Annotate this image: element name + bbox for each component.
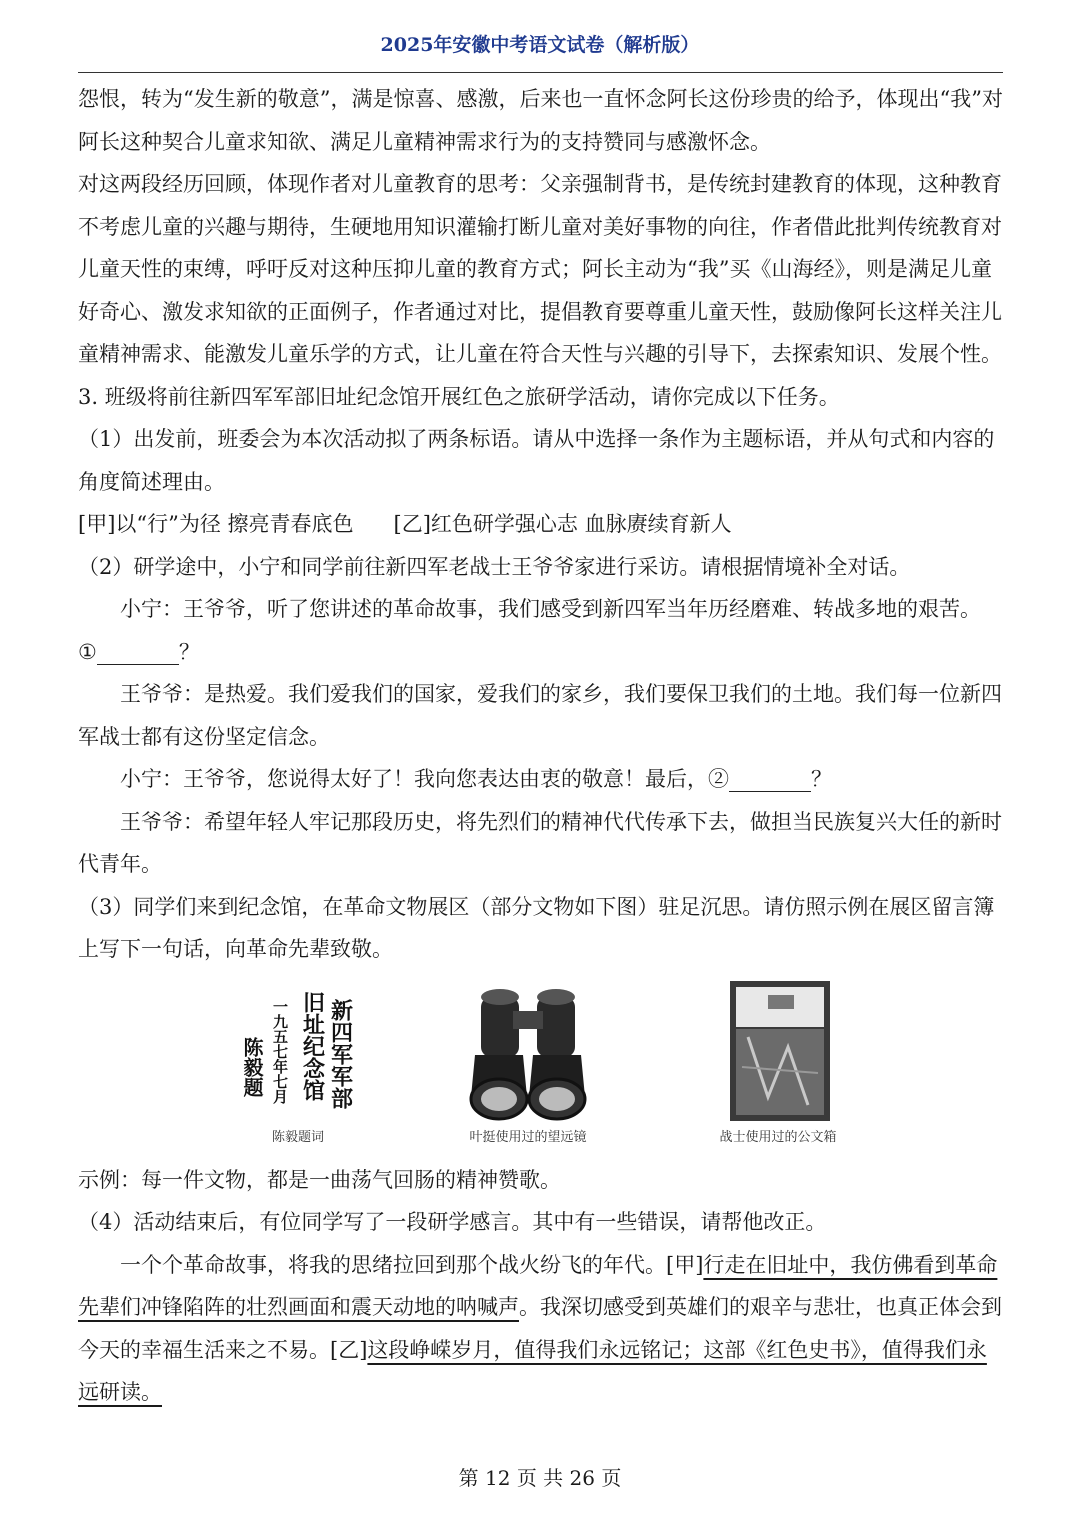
dialogue-line: 小宁：王爷爷，听了您讲述的革命故事，我们感受到新四军当年历经磨难、转战多地的艰苦。 bbox=[120, 597, 981, 621]
underlined-sentence-a: 行走在旧址中，我仿佛看到革命先辈们冲锋陷阵的壮烈画面和震天动地的呐喊声 bbox=[78, 1252, 998, 1319]
slogan-a: [甲]以“行”为径 擦亮青春底色 bbox=[78, 512, 354, 536]
answer-blank-1 bbox=[97, 640, 179, 665]
artifact-figures bbox=[78, 977, 1003, 1155]
svg-text:新四军军部: 新四军军部 bbox=[327, 998, 353, 1109]
question-3-3: （3）同学们来到纪念馆，在革命文物展区（部分文物如下图）驻足沉思。请仿照示例在展区留言簿上写下一句话，向革命先辈致敬。 bbox=[78, 894, 995, 961]
question-3: 3. 班级将前往新四军军部旧址纪念馆开展红色之旅研学活动，请你完成以下任务。 bbox=[78, 384, 840, 409]
slogans bbox=[78, 503, 1003, 546]
dialogue-line: 王爷爷：是热爱。我们爱我们的国家，爱我们的家乡，我们要保卫我们的土地。我们每一位新四军战士都有这份坚定信念。 bbox=[78, 682, 1002, 749]
header-rule bbox=[78, 72, 1003, 73]
blank-mark-1: ① bbox=[78, 639, 97, 664]
svg-text:旧址纪念馆: 旧址纪念馆 bbox=[299, 990, 325, 1101]
underlined-sentence-b: 这段峥嵘岁月，值得我们永远铭记；这部《红色史书》，值得我们永远研读。 bbox=[78, 1337, 987, 1404]
paragraph: 怨恨，转为“发生新的敬意”，满是惊喜、感激，后来也一直怀念阿长这份珍贵的给予，体现出“我”对阿长这种契合儿童求知欲、满足儿童精神需求行为的支持赞同与感激怀念。 bbox=[78, 87, 1003, 154]
binoculars-image bbox=[453, 977, 603, 1127]
page-content bbox=[78, 78, 1003, 1414]
essay-paragraph: 一个个革命故事，将我的思绪拉回到那个战火纷飞的年代。[甲]行走在旧址中，我仿佛看到革命先辈们冲锋陷阵的壮烈画面和震天动地的呐喊声。我深切感受到英雄们的艰辛与悲壮，也真正体会到今天的幸福生活来之不易。[乙]这段峥嵘岁月，值得我们永远铭记；这部《红色史书》，值得我们永远研读。 bbox=[78, 1252, 1002, 1404]
example-sentence: 示例：每一件文物，都是一曲荡气回肠的精神赞歌。 bbox=[78, 1167, 561, 1192]
dialogue-blank-1: ① ？ bbox=[78, 639, 200, 664]
paragraph: 对这两段经历回顾，体现作者对儿童教育的思考：父亲强制背书，是传统封建教育的体现，这种教育不考虑儿童的兴趣与期待，生硬地用知识灌输打断儿童对美好事物的向往，作者借此批判传统教育对儿童天性的束缚，呼吁反对这种压抑儿童的教育方式；阿长主动为“我”买《山海经》，则是满足儿童好奇心、激发求知欲的正面例子，作者通过对比，提倡教育要尊重儿童天性，鼓励像阿长这样关注儿童精神需求、能激发儿童乐学的方式，让儿童在符合天性与兴趣的引导下，去探索知识、发展个性。 bbox=[78, 172, 1002, 366]
page-number: 第 12 页 共 26 页 bbox=[458, 1466, 622, 1490]
figure-caption: 陈毅题词 bbox=[271, 1129, 324, 1145]
question-3-2: （2）研学途中，小宁和同学前往新四军老战士王爷爷家进行采访。请根据情境补全对话。 bbox=[78, 554, 911, 579]
document-case-image bbox=[708, 977, 848, 1127]
calligraphy-image bbox=[228, 977, 368, 1127]
answer-blank-2 bbox=[729, 767, 811, 792]
question-3-4: （4）活动结束后，有位同学写了一段研学感言。其中有一些错误，请帮他改正。 bbox=[78, 1210, 827, 1234]
dialogue-line: 小宁：王爷爷，您说得太好了！我向您表达由衷的敬意！最后，② ？ bbox=[120, 767, 832, 791]
svg-text:陈毅题: 陈毅题 bbox=[240, 1036, 264, 1097]
page-header: 2025年安徽中考语文试卷（解析版） bbox=[380, 34, 700, 56]
dialogue-line: 王爷爷：希望年轻人牢记那段历史，将先烈们的精神代代传承下去，做担当民族复兴大任的新时代青年。 bbox=[78, 809, 1002, 876]
figure-caption: 战士使用过的公文箱 bbox=[719, 1129, 837, 1145]
slogan-b: [乙]红色研学强心志 血脉赓续育新人 bbox=[393, 512, 732, 536]
figure-caption: 叶挺使用过的望远镜 bbox=[469, 1129, 587, 1145]
svg-text:一九五七年七月: 一九五七年七月 bbox=[271, 998, 289, 1104]
figure-document-case bbox=[683, 977, 873, 1147]
figure-calligraphy bbox=[203, 977, 393, 1147]
question-3-1: （1）出发前，班委会为本次活动拟了两条标语。请从中选择一条作为主题标语，并从句式和内容的角度简述理由。 bbox=[78, 427, 995, 494]
figure-binoculars bbox=[433, 977, 623, 1147]
